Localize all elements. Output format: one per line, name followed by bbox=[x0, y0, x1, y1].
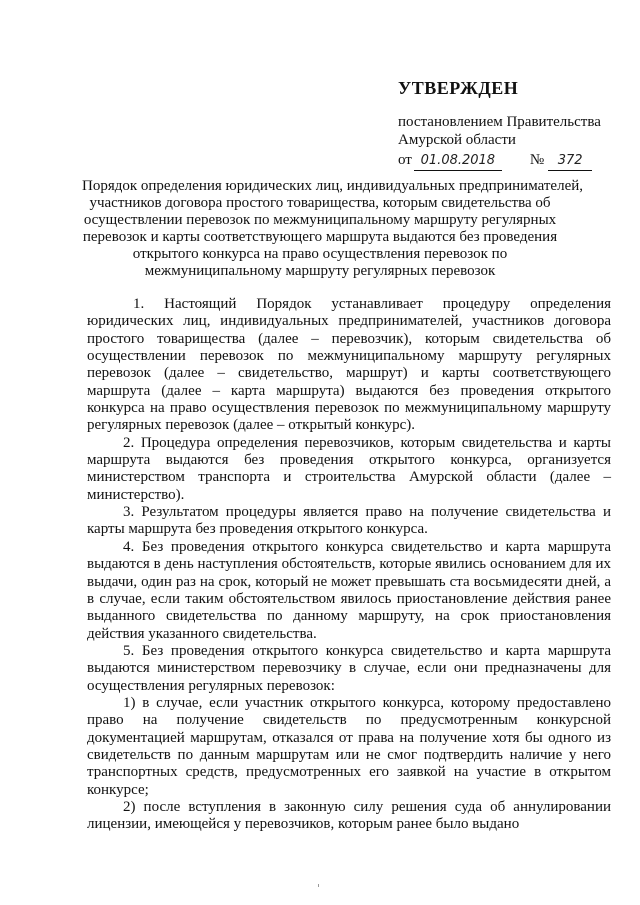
title-line: участников договора простого товарищества, которым свидетельства об bbox=[89, 195, 551, 211]
paragraph-3: 3. Результатом процедуры является право на получение свидетельства и карты маршрута без проведения открытого конкурса. bbox=[87, 504, 611, 538]
scan-mark bbox=[318, 884, 319, 887]
title-line: Порядок определения юридических лиц, индивидуальных предпринимателей, bbox=[82, 178, 584, 194]
paragraph-2: 2. Процедура определения перевозчиков, которым свидетельства и карты маршрута выдаются без проведения открытого конкурса, организуется министерством транспорта и строительства Амурской области (далее – министерство). bbox=[87, 434, 611, 503]
document-body bbox=[87, 296, 611, 834]
approval-line-2: Амурской области bbox=[398, 132, 516, 148]
paragraph-1: 1. Настоящий Порядок устанавливает процедуру определения юридических лиц, индивидуальных предпринимателей, участников договора простого товарищества (далее – перевозчик), которым свидетельства об осуществлении перевозок по межмуниципальному маршруту регулярных перевозок (далее – свидетельство, маршрут) и карты соответствующего маршрута (далее – карта маршрута) выдаются без проведения открытого конкурса на право осуществления перевозок по межмуниципальному маршруту регулярных перевозок (далее – открытый конкурс). bbox=[87, 296, 611, 434]
date-prefix: от bbox=[398, 152, 412, 168]
title-line: осуществлении перевозок по межмуниципальному маршруту регулярных bbox=[83, 212, 557, 228]
paragraph-4: 4. Без проведения открытого конкурса свидетельство и карта маршрута выдаются в день наступления обстоятельств, которые явились основанием для их выдачи, один раз на срок, который не может превышать ста восьмидесяти дней, а в случае, если таким обстоятельством явилось приостановление действия ранее выданного свидетельства по данному маршруту, на срок приостановления действия указанного свидетельства. bbox=[87, 538, 611, 642]
title-line: открытого конкурса на право осуществления перевозок по bbox=[132, 246, 508, 262]
approval-title: УТВЕРЖДЕН bbox=[398, 78, 519, 98]
subparagraph-2: 2) после вступления в законную силу решения суда об аннулировании лицензии, имеющейся у перевозчиков, которым ранее было выдано bbox=[87, 798, 611, 833]
title-line: межмуниципальному маршруту регулярных перевозок bbox=[144, 263, 496, 279]
approval-date-line bbox=[398, 151, 628, 171]
approval-stamp bbox=[398, 78, 628, 171]
paragraph-5: 5. Без проведения открытого конкурса свидетельство и карта маршрута выдаются министерством перевозчику в случае, если они предназначены для осуществления регулярных перевозок: bbox=[87, 642, 611, 694]
handwritten-date: 01.08.2018 bbox=[414, 152, 502, 171]
document-title bbox=[82, 178, 584, 280]
approval-line-1: постановлением Правительства bbox=[398, 114, 601, 130]
subparagraph-1: 1) в случае, если участник открытого конкурса, которому предоставлено право на получение свидетельств по предусмотренным конкурсной документацией маршрутам, отказался от права на получение хотя бы одного из свидетельств по данным маршрутам или не смог подтвердить наличие у него транспортных средств, предусмотренных его заявкой на участие в открытом конкурсе; bbox=[87, 694, 611, 798]
title-line: перевозок и карты соответствующего маршрута выдаются без проведения bbox=[82, 229, 558, 245]
handwritten-number: 372 bbox=[548, 152, 592, 171]
number-prefix: № bbox=[529, 152, 545, 168]
